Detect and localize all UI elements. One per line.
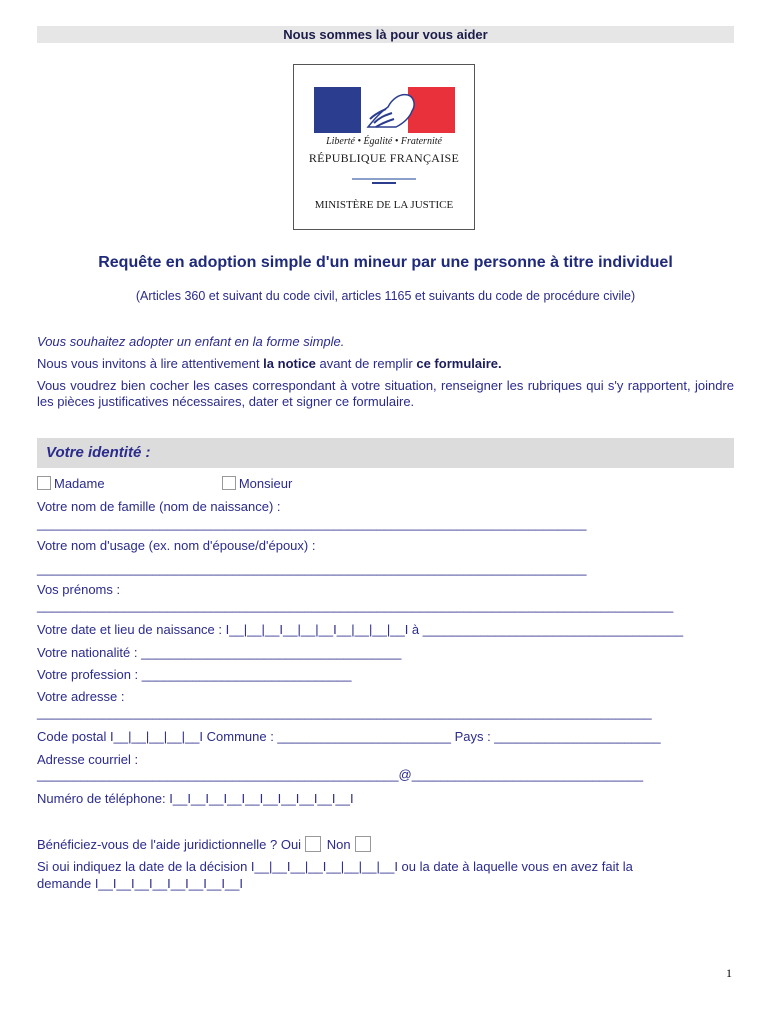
prenoms-label: Vos prénoms : (37, 582, 121, 597)
republic-motto: Liberté • Égalité • Fraternité (326, 136, 442, 147)
decision-date-field[interactable]: Si oui indiquez la date de la décision I__|__I__|__I__|__|__|__I ou la date à laquelle vous en avez fait la (37, 859, 633, 874)
monsieur-checkbox[interactable] (222, 476, 236, 490)
nom-usage-field[interactable]: ____________________________________________________________________________ (37, 561, 587, 576)
section-title: Votre identité : (46, 444, 151, 461)
intro-line-3: Vous voudrez bien cocher les cases correspondant à votre situation, renseigner les rubriques qui s'y rapportent, joindre les pièces justificatives nécessaires, dater et signer ce formulaire. (37, 378, 734, 409)
prenoms-field[interactable]: ________________________________________________________________________________________ (37, 598, 674, 613)
madame-checkbox[interactable] (37, 476, 51, 490)
ministry-name: MINISTÈRE DE LA JUSTICE (314, 199, 454, 211)
form-emphasis: ce formulaire. (416, 356, 502, 371)
aide-row (37, 836, 371, 852)
courriel-field[interactable]: __________________________________________________@________________________________ (37, 767, 644, 782)
top-banner: Nous sommes là pour vous aider (37, 26, 734, 43)
section-header-identity (37, 438, 734, 468)
naissance-field[interactable]: Votre date et lieu de naissance : I__|__|__I__|__|__I__|__|__|__I à ____________________________________ (37, 622, 684, 637)
nom-famille-label: Votre nom de famille (nom de naissance) : (37, 499, 281, 514)
form-subtitle: (Articles 360 et suivant du code civil, articles 1165 et suivants du code de procédure civile) (135, 289, 636, 303)
profession-field[interactable]: Votre profession : _____________________________ (37, 667, 352, 682)
intro-text: Nous vous invitons à lire attentivement (37, 356, 264, 371)
aide-question: Bénéficiez-vous de l'aide juridictionnelle ? Oui (37, 837, 302, 852)
aide-non-checkbox[interactable] (355, 836, 371, 852)
demande-date-field[interactable]: demande I__I__I__I__I__I__I__I__I (37, 876, 244, 891)
intro-line-1: Vous souhaitez adopter un enfant en la forme simple. (37, 334, 345, 349)
telephone-field[interactable]: Numéro de téléphone: I__I__I__I__I__I__I__I__I__I__I (37, 791, 354, 806)
marianne-flag-icon (314, 87, 455, 133)
courriel-label: Adresse courriel : (37, 752, 139, 767)
adresse-label: Votre adresse : (37, 689, 125, 704)
intro-line-2 (37, 356, 502, 371)
nationalite-field[interactable]: Votre nationalité : ____________________________________ (37, 645, 402, 660)
notice-link-text: la notice (263, 356, 316, 371)
code-postal-row[interactable]: Code postal I__|__|__|__|__I Commune : ________________________ Pays : _______________________ (37, 729, 661, 744)
adresse-field[interactable]: _____________________________________________________________________________________ (37, 705, 652, 720)
gender-row (37, 476, 292, 491)
madame-label: Madame (54, 476, 105, 491)
page-number: 1 (726, 966, 732, 980)
nom-usage-label: Votre nom d'usage (ex. nom d'épouse/d'époux) : (37, 538, 316, 553)
intro-text: avant de remplir (315, 356, 417, 371)
aide-non-label: Non (326, 837, 351, 852)
ministry-logo (293, 64, 475, 230)
monsieur-label: Monsieur (238, 476, 293, 491)
form-title: Requête en adoption simple d'un mineur par une personne à titre individuel (98, 254, 673, 271)
republic-name: RÉPUBLIQUE FRANÇAISE (308, 151, 460, 165)
aide-oui-checkbox[interactable] (305, 836, 321, 852)
nom-famille-field[interactable]: ____________________________________________________________________________ (37, 516, 587, 531)
